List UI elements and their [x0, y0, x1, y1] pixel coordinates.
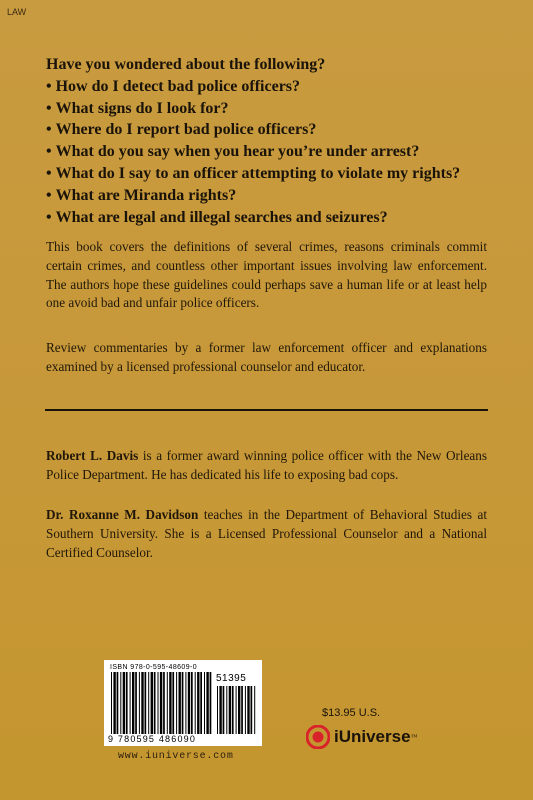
question-item: • What are legal and illegal searches and seizures? — [46, 207, 506, 229]
publisher-logo — [306, 724, 417, 750]
publisher-website: www.iuniverse.com — [118, 751, 234, 762]
barcode-digits: 9 780595 486090 — [108, 734, 197, 744]
trademark-symbol: ™ — [410, 733, 418, 741]
description-paragraph: This book covers the definitions of several crimes, reasons criminals commit certain crimes, and countless other important issues involving law enforcement. The authors hope these guidelines could perhaps save a human life or at least help one avoid bad and unfair police officers. — [46, 239, 487, 311]
barcode — [104, 660, 262, 746]
question-item: • What do I say to an officer attempting to violate my rights? — [46, 163, 506, 185]
author-name: Robert L. Davis — [46, 448, 139, 463]
price-code: 51395 — [216, 673, 247, 684]
iuniverse-logo-icon — [306, 725, 330, 749]
question-item: • How do I detect bad police officers? — [46, 76, 506, 98]
publisher-name: iUniverse — [334, 727, 411, 746]
section-divider — [45, 409, 488, 411]
author-bio-text: is a former award winning police officer with the New Orleans Police Department. He has dedicated his life to exposing bad cops. — [46, 448, 488, 482]
book-price: $13.95 U.S. — [322, 707, 381, 719]
question-item: • What are Miranda rights? — [46, 185, 506, 207]
question-item: • What do you say when you hear you’re under arrest? — [46, 141, 506, 163]
questions-heading: Have you wondered about the following? — [46, 56, 326, 73]
questions-block — [46, 54, 506, 228]
question-item: • Where do I report bad police officers? — [46, 119, 506, 141]
author-bio — [46, 447, 487, 485]
coauthor-name: Dr. Roxanne M. Davidson — [46, 507, 199, 522]
question-item: • What signs do I look for? — [46, 98, 506, 120]
isbn-label: ISBN 978-0-595-48609-0 — [110, 664, 198, 671]
category-label: LAW — [7, 7, 27, 17]
coauthor-bio — [46, 506, 487, 562]
coauthor-bio-text: teaches in the Department of Behavioral Studies at Southern University. She is a Licensed Professional Counselor and a National Certified Counselor. — [46, 507, 487, 560]
review-paragraph: Review commentaries by a former law enforcement officer and explanations examined by a licensed professional counselor and educator. — [46, 340, 487, 374]
